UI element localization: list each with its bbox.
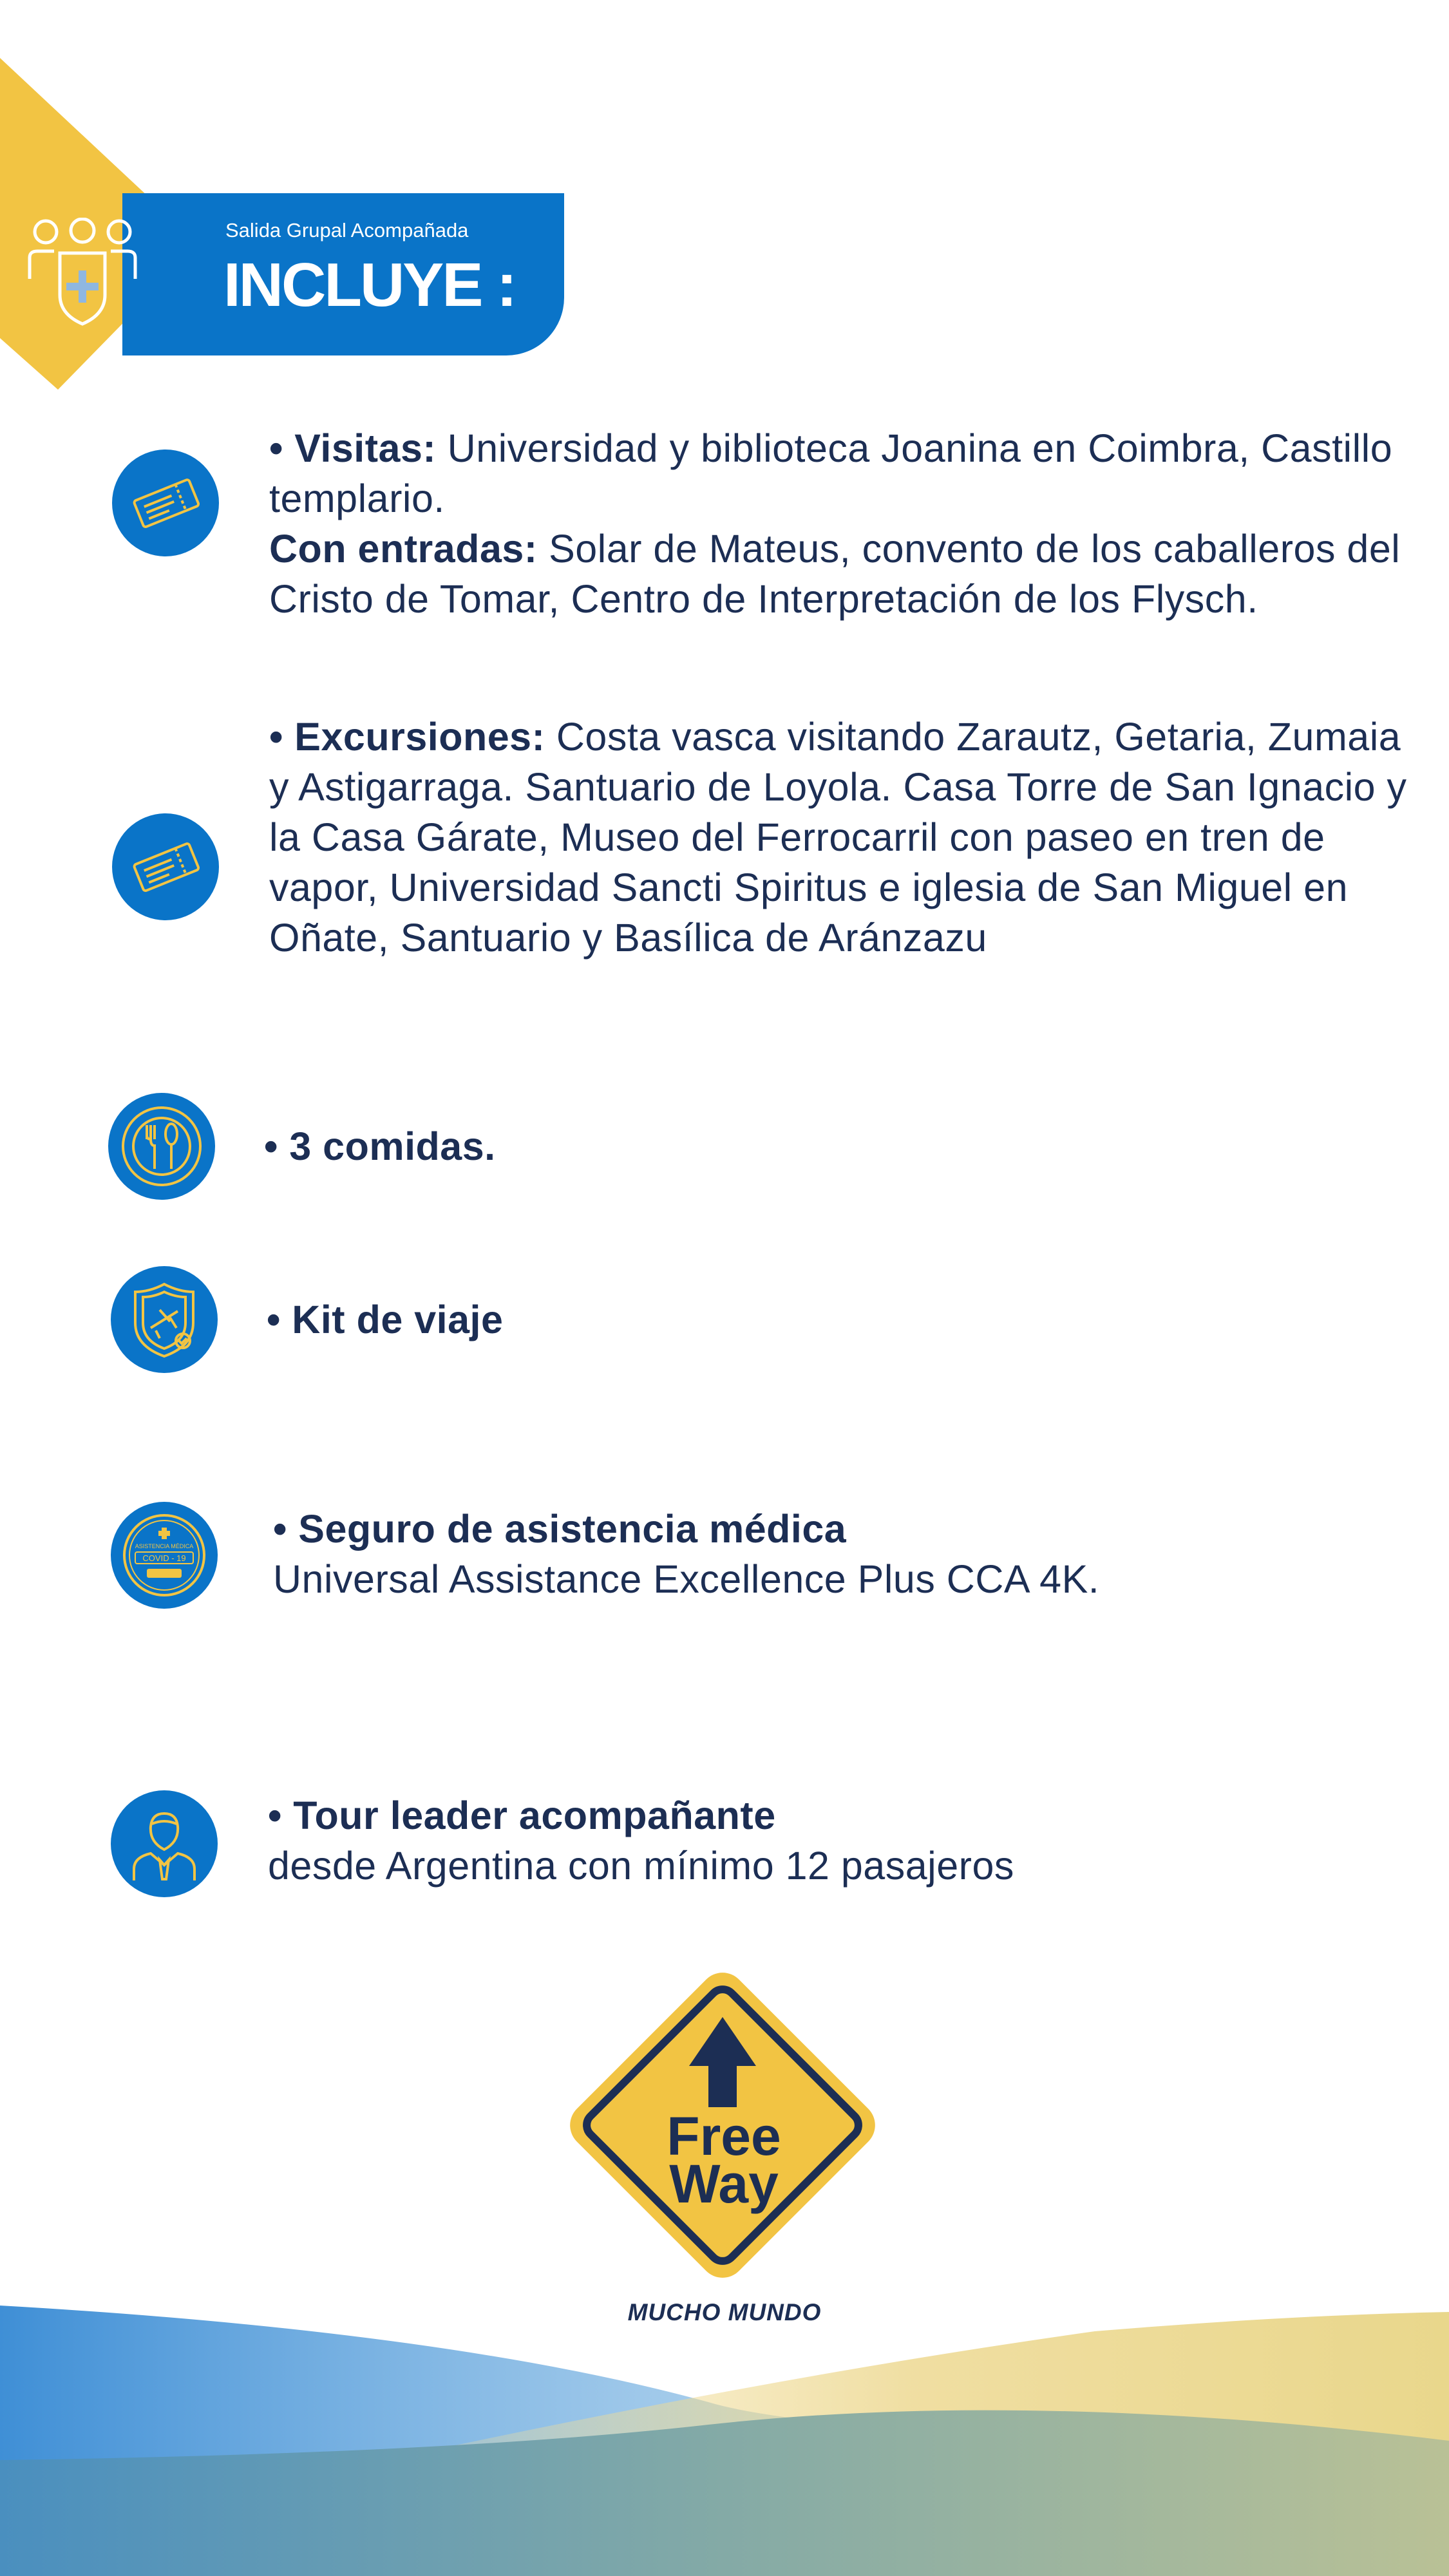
- covid-badge-top: ASISTENCIA MÉDICA: [135, 1543, 194, 1549]
- item-excursiones-desc: Costa vasca visitando Zarautz, Getaria, Zumaia y Astigarraga. Santuario de Loyola. Casa Torre de San Ignacio y la Casa Gárate, Museo del Ferrocarril con paseo en tren de vapor, Universidad Sancti Spiritus e iglesia de San Miguel en Oñate, Santuario y Basílica de Aránzazu: [269, 715, 1407, 960]
- item-tour-text: [268, 1790, 1421, 1891]
- item-visitas-text: [269, 423, 1422, 624]
- logo-line2: Way: [669, 2154, 779, 2214]
- item-comidas-text: [264, 1121, 1417, 1171]
- freeway-logo: [555, 1958, 890, 2293]
- ticket-icon: [112, 450, 219, 556]
- item-excursiones-label: • Excursiones:: [269, 715, 545, 759]
- item-seguro-text: [273, 1504, 1426, 1604]
- ticket-icon: [112, 813, 219, 920]
- item-seguro-desc: Universal Assistance Excellence Plus CCA 4K.: [273, 1557, 1100, 1601]
- item-comidas-label: • 3 comidas.: [264, 1124, 496, 1168]
- item-kit-label: • Kit de viaje: [267, 1298, 504, 1341]
- covid-badge-middle: COVID - 19: [142, 1553, 186, 1563]
- item-entradas-desc: Solar de Mateus, convento de los caballeros del Cristo de Tomar, Centro de Interpretación de los Flysch.: [269, 527, 1401, 621]
- covid-badge-icon: [111, 1502, 218, 1609]
- item-seguro-label: • Seguro de asistencia médica: [273, 1507, 847, 1551]
- item-tour-desc: desde Argentina con mínimo 12 pasajeros: [268, 1844, 1014, 1888]
- logo-caption: MUCHO MUNDO: [627, 2299, 822, 2325]
- header-title: INCLUYE :: [223, 251, 515, 319]
- item-visitas-label: • Visitas:: [269, 426, 437, 470]
- item-kit-text: [267, 1294, 1419, 1345]
- header-subtitle: Salida Grupal Acompañada: [225, 219, 469, 242]
- item-visitas-desc: Universidad y biblioteca Joanina en Coimbra, Castillo templario.: [269, 426, 1393, 520]
- travel-shield-icon: [111, 1266, 218, 1373]
- cutlery-icon: [108, 1093, 215, 1200]
- logo-line1: Free: [667, 2106, 781, 2166]
- tour-leader-icon: [111, 1790, 218, 1897]
- item-entradas-label: Con entradas:: [269, 527, 538, 571]
- item-excursiones-text: [269, 712, 1422, 963]
- group-shield-plus-icon: [24, 218, 140, 327]
- item-tour-label: • Tour leader acompañante: [268, 1794, 776, 1837]
- footer-waves: [0, 2293, 1449, 2576]
